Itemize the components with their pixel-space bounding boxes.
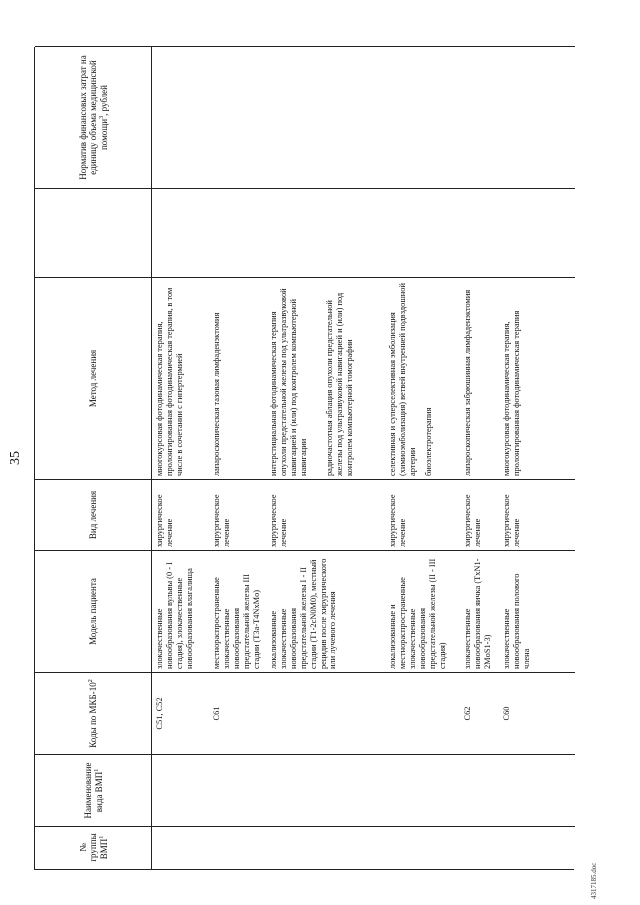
document-id: 4317185.doc [590,862,598,899]
row-icd-codes: C51, C52 [155,697,164,730]
header-icd-codes: Коды по МКБ-$10^2$ [88,679,99,748]
row-treatment-type: хирургическое лечение [388,494,407,547]
row-treatment-method: радиочастотная аблация опухоли предстательной железы под ультразвуковой навигацией и (или) под контролем компьютерной томографии [325,292,354,476]
row-treatment-type: хирургическое лечение [269,494,288,547]
header-treatment-type: Вид лечения [88,490,99,540]
row-treatment-type: хирургическое лечение [463,494,482,547]
header-group-no: № группы ВМП$^1$ [77,833,109,862]
page-number: 35 [8,451,23,465]
row-icd-codes: C60 [502,706,511,721]
row-patient-model: локализованные и местнораспространенные злокачественные новообразования предстательной железы (II - III стадия) [388,558,447,669]
row-treatment-type: хирургическое лечение [155,494,174,547]
row-icd-codes: C61 [212,706,221,721]
row-patient-model: злокачественные новообразования яичка (TxN1-2MoS1-3) [463,558,492,669]
row-treatment-method: лапароскопическая тазовая лимфаденэктомия [212,312,221,476]
header-method-blank [36,189,151,277]
row-treatment-method: интерстициальная фотодинамическая терапия опухоли предстательной железы под ультразвуковой навигацией и (или) под контролем компьютерной навигации [269,288,308,476]
header-divider [151,46,152,869]
row-patient-model: злокачественные новообразования вульвы (0 - I стадия), злокачественные новообразования влагалища [155,562,194,669]
row-treatment-method: селективная и суперселективная эмболизация (химиоэмболизация) ветвей внутренней подвздошной артерии [388,283,417,476]
row-treatment-method: многокурсовая фотодинамическая терапия, пролонгированная фотодинамическая терапия [502,310,521,476]
row-icd-codes: C62 [463,706,472,721]
row-treatment-type: хирургическое лечение [212,494,231,547]
row-patient-model: злокачественные новообразования полового члена [502,573,531,669]
header-vmp-name: Наименование вида ВМП$^1$ [83,762,104,819]
header-patient-model: Модель пациента [88,578,99,645]
header-treatment-method: Метод лечения [88,349,99,408]
row-treatment-method: многокурсовая фотодинамическая терапия, пролонгированная фотодинамическая терапия, в том числе в сочетании с гипертермией [155,287,184,476]
row-treatment-type: хирургическое лечение [502,494,521,547]
header-cost-norm: Норматив финансовых затрат на единицу объема медицинской помощи$^3$, рублей [77,55,109,180]
treatment-table [34,47,574,870]
row-patient-model: местнораспространенные злокачественные новообразования предстательной железы III стадии (T3a-T4NxMo) [212,574,261,669]
row-treatment-method: биоэлектротерапия [424,407,433,476]
row-patient-model: локализованные злокачественные новообразования предстательной железы I - II стадии (T1-2cN0M0), местный рецидив после хирургического или лучевого лечения [269,558,338,669]
row-treatment-method: лапароскопическая забрюшинная лимфаденэктомия [463,289,472,476]
